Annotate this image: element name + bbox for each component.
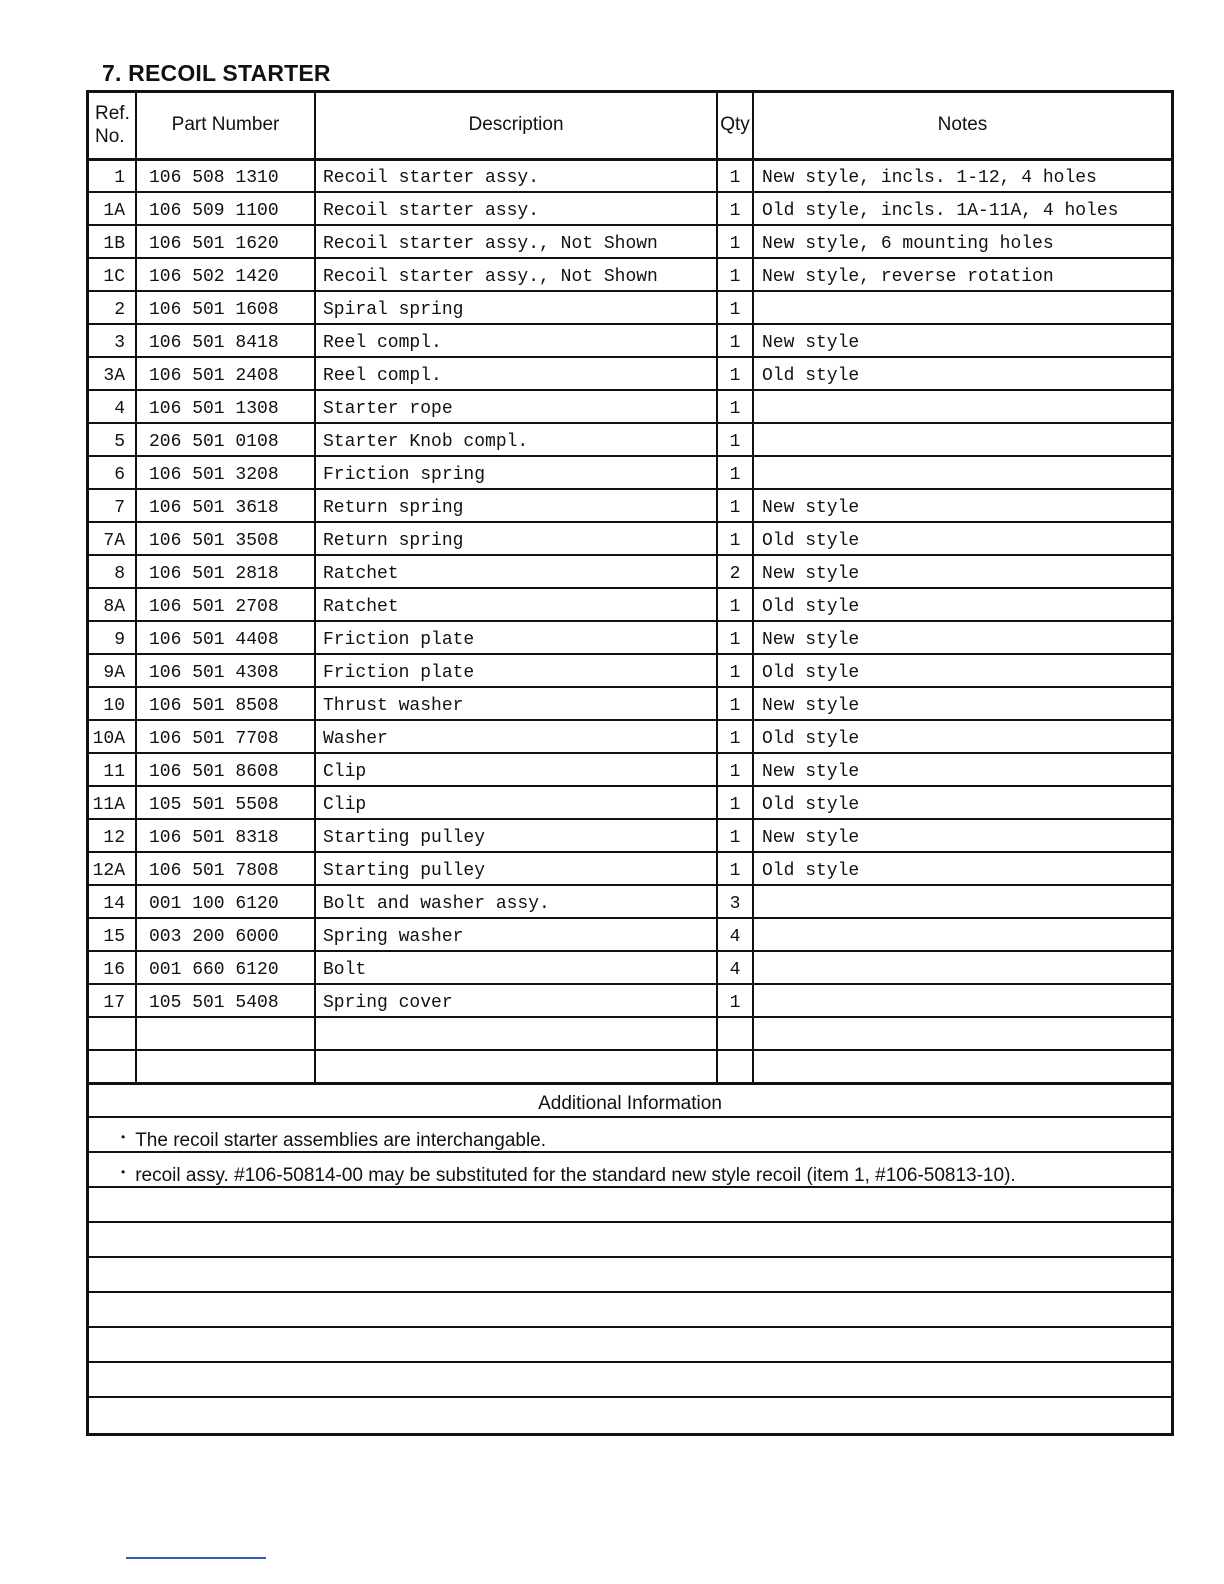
table-header-row — [89, 93, 1171, 159]
cell-qty: 4 — [717, 918, 753, 951]
cell-notes: Old style — [753, 852, 1171, 885]
table-row — [89, 720, 1171, 753]
cell-ref: 1A — [89, 192, 136, 225]
cell-part-number: 001 100 6120 — [136, 885, 315, 918]
cell-notes: Old style, incls. 1A-11A, 4 holes — [753, 192, 1171, 225]
parts-table — [89, 93, 1171, 1085]
cell-notes — [753, 918, 1171, 951]
cell-description: Friction plate — [315, 654, 717, 687]
cell-description: Clip — [315, 753, 717, 786]
cell-description: Ratchet — [315, 588, 717, 621]
cell-ref: 8 — [89, 555, 136, 588]
cell-notes: New style — [753, 819, 1171, 852]
cell-description: Washer — [315, 720, 717, 753]
table-row — [89, 951, 1171, 984]
cell-description: Return spring — [315, 522, 717, 555]
cell-qty — [717, 1017, 753, 1050]
cell-qty: 1 — [717, 720, 753, 753]
cell-notes: New style, 6 mounting holes — [753, 225, 1171, 258]
cell-notes — [753, 951, 1171, 984]
cell-notes — [753, 291, 1171, 324]
cell-part-number — [136, 1050, 315, 1083]
cell-qty: 1 — [717, 423, 753, 456]
additional-info-line — [89, 1223, 1171, 1258]
table-row — [89, 984, 1171, 1017]
table-row — [89, 225, 1171, 258]
cell-description: Friction spring — [315, 456, 717, 489]
header-notes: Notes — [753, 93, 1171, 159]
table-row — [89, 423, 1171, 456]
cell-notes: New style — [753, 621, 1171, 654]
cell-ref: 3 — [89, 324, 136, 357]
cell-description: Thrust washer — [315, 687, 717, 720]
table-row — [89, 159, 1171, 192]
cell-part-number: 106 501 3208 — [136, 456, 315, 489]
cell-part-number: 003 200 6000 — [136, 918, 315, 951]
cell-ref: 14 — [89, 885, 136, 918]
table-row — [89, 918, 1171, 951]
cell-part-number: 106 501 4408 — [136, 621, 315, 654]
cell-ref: 7 — [89, 489, 136, 522]
cell-part-number: 105 501 5408 — [136, 984, 315, 1017]
cell-ref: 2 — [89, 291, 136, 324]
additional-info-line — [89, 1398, 1171, 1433]
cell-part-number: 001 660 6120 — [136, 951, 315, 984]
cell-description: Spiral spring — [315, 291, 717, 324]
table-row — [89, 1017, 1171, 1050]
cell-ref: 10 — [89, 687, 136, 720]
footer-rule — [126, 1557, 266, 1559]
header-ref-line2: No. — [95, 126, 125, 148]
cell-description: Return spring — [315, 489, 717, 522]
cell-notes — [753, 1017, 1171, 1050]
additional-info-line — [89, 1118, 1171, 1153]
cell-description — [315, 1017, 717, 1050]
cell-qty: 1 — [717, 225, 753, 258]
cell-notes: Old style — [753, 654, 1171, 687]
additional-info-lines — [89, 1118, 1171, 1433]
additional-info-text: The recoil starter assemblies are interchangable. — [135, 1129, 547, 1151]
cell-description: Reel compl. — [315, 324, 717, 357]
additional-info-line — [89, 1293, 1171, 1328]
cell-qty — [717, 1050, 753, 1083]
cell-qty: 1 — [717, 489, 753, 522]
cell-notes: New style — [753, 753, 1171, 786]
cell-notes: New style — [753, 555, 1171, 588]
additional-info-line — [89, 1328, 1171, 1363]
cell-description: Recoil starter assy., Not Shown — [315, 258, 717, 291]
cell-qty: 1 — [717, 654, 753, 687]
cell-ref: 11A — [89, 786, 136, 819]
header-ref-line1: Ref. — [95, 103, 130, 125]
cell-qty: 1 — [717, 984, 753, 1017]
cell-description: Bolt — [315, 951, 717, 984]
table-row — [89, 456, 1171, 489]
cell-part-number: 106 501 3618 — [136, 489, 315, 522]
cell-part-number: 106 501 2708 — [136, 588, 315, 621]
table-row — [89, 489, 1171, 522]
cell-qty: 1 — [717, 192, 753, 225]
cell-ref: 9 — [89, 621, 136, 654]
section-title: 7. RECOIL STARTER — [102, 60, 331, 86]
cell-part-number: 106 501 7708 — [136, 720, 315, 753]
cell-ref: 1 — [89, 159, 136, 192]
cell-description: Recoil starter assy. — [315, 159, 717, 192]
cell-description: Spring washer — [315, 918, 717, 951]
cell-notes — [753, 423, 1171, 456]
cell-qty: 1 — [717, 753, 753, 786]
cell-notes: Old style — [753, 357, 1171, 390]
cell-ref: 11 — [89, 753, 136, 786]
table-row — [89, 357, 1171, 390]
cell-description: Recoil starter assy. — [315, 192, 717, 225]
cell-ref: 1B — [89, 225, 136, 258]
table-row — [89, 621, 1171, 654]
header-ref-no — [89, 93, 136, 159]
cell-part-number: 106 501 8508 — [136, 687, 315, 720]
cell-qty: 1 — [717, 621, 753, 654]
table-row — [89, 654, 1171, 687]
parts-sheet — [86, 90, 1174, 1436]
cell-part-number: 105 501 5508 — [136, 786, 315, 819]
cell-description: Friction plate — [315, 621, 717, 654]
cell-notes: Old style — [753, 720, 1171, 753]
table-row — [89, 852, 1171, 885]
cell-description: Starter rope — [315, 390, 717, 423]
cell-qty: 1 — [717, 324, 753, 357]
cell-description: Starter Knob compl. — [315, 423, 717, 456]
cell-description: Clip — [315, 786, 717, 819]
cell-qty: 1 — [717, 687, 753, 720]
cell-ref — [89, 1050, 136, 1083]
cell-qty: 1 — [717, 522, 753, 555]
cell-part-number: 106 501 2408 — [136, 357, 315, 390]
table-row — [89, 324, 1171, 357]
cell-notes: New style — [753, 324, 1171, 357]
table-row — [89, 819, 1171, 852]
table-row — [89, 291, 1171, 324]
cell-notes: New style, reverse rotation — [753, 258, 1171, 291]
table-row — [89, 522, 1171, 555]
additional-info-line — [89, 1258, 1171, 1293]
cell-qty: 1 — [717, 357, 753, 390]
cell-qty: 2 — [717, 555, 753, 588]
cell-part-number: 106 509 1100 — [136, 192, 315, 225]
cell-notes — [753, 456, 1171, 489]
additional-info-line — [89, 1153, 1171, 1188]
table-row — [89, 588, 1171, 621]
cell-ref: 8A — [89, 588, 136, 621]
cell-notes — [753, 390, 1171, 423]
cell-ref: 3A — [89, 357, 136, 390]
cell-description: Reel compl. — [315, 357, 717, 390]
cell-ref: 12A — [89, 852, 136, 885]
cell-qty: 1 — [717, 159, 753, 192]
cell-notes — [753, 984, 1171, 1017]
parts-table-body — [89, 159, 1171, 1083]
cell-notes: New style — [753, 489, 1171, 522]
table-row — [89, 885, 1171, 918]
table-row — [89, 258, 1171, 291]
cell-qty: 1 — [717, 819, 753, 852]
cell-qty: 1 — [717, 258, 753, 291]
additional-info-title: Additional Information — [89, 1085, 1171, 1118]
cell-part-number: 106 501 2818 — [136, 555, 315, 588]
cell-ref: 4 — [89, 390, 136, 423]
cell-qty: 1 — [717, 852, 753, 885]
cell-part-number: 106 501 1620 — [136, 225, 315, 258]
cell-part-number: 106 501 1308 — [136, 390, 315, 423]
table-row — [89, 687, 1171, 720]
cell-ref: 15 — [89, 918, 136, 951]
cell-description: Recoil starter assy., Not Shown — [315, 225, 717, 258]
cell-part-number: 106 501 8608 — [136, 753, 315, 786]
cell-part-number: 106 501 4308 — [136, 654, 315, 687]
cell-part-number: 106 502 1420 — [136, 258, 315, 291]
cell-qty: 1 — [717, 456, 753, 489]
header-part-number: Part Number — [136, 93, 315, 159]
cell-ref: 1C — [89, 258, 136, 291]
additional-info-text: recoil assy. #106-50814-00 may be substituted for the standard new style recoil (item 1, #106-50813-10). — [135, 1164, 1016, 1186]
table-row — [89, 786, 1171, 819]
cell-part-number: 206 501 0108 — [136, 423, 315, 456]
cell-ref — [89, 1017, 136, 1050]
cell-ref: 6 — [89, 456, 136, 489]
cell-description: Bolt and washer assy. — [315, 885, 717, 918]
cell-notes — [753, 885, 1171, 918]
cell-description: Starting pulley — [315, 819, 717, 852]
cell-qty: 1 — [717, 786, 753, 819]
cell-part-number: 106 501 1608 — [136, 291, 315, 324]
cell-notes: New style — [753, 687, 1171, 720]
table-row — [89, 390, 1171, 423]
cell-ref: 12 — [89, 819, 136, 852]
cell-part-number: 106 508 1310 — [136, 159, 315, 192]
cell-qty: 3 — [717, 885, 753, 918]
cell-ref: 16 — [89, 951, 136, 984]
cell-ref: 10A — [89, 720, 136, 753]
cell-notes: Old style — [753, 786, 1171, 819]
cell-notes: Old style — [753, 522, 1171, 555]
cell-ref: 7A — [89, 522, 136, 555]
cell-description: Starting pulley — [315, 852, 717, 885]
cell-qty: 4 — [717, 951, 753, 984]
header-description: Description — [315, 93, 717, 159]
cell-description: Ratchet — [315, 555, 717, 588]
table-row — [89, 555, 1171, 588]
additional-info-line — [89, 1363, 1171, 1398]
cell-notes: New style, incls. 1-12, 4 holes — [753, 159, 1171, 192]
cell-part-number: 106 501 7808 — [136, 852, 315, 885]
bullet-icon: • — [121, 1129, 126, 1144]
cell-qty: 1 — [717, 390, 753, 423]
table-row — [89, 1050, 1171, 1083]
table-row — [89, 192, 1171, 225]
cell-notes: Old style — [753, 588, 1171, 621]
cell-description: Spring cover — [315, 984, 717, 1017]
cell-ref: 9A — [89, 654, 136, 687]
table-row — [89, 753, 1171, 786]
cell-ref: 17 — [89, 984, 136, 1017]
header-qty: Qty — [717, 93, 753, 159]
cell-part-number — [136, 1017, 315, 1050]
cell-qty: 1 — [717, 291, 753, 324]
cell-part-number: 106 501 8318 — [136, 819, 315, 852]
cell-description — [315, 1050, 717, 1083]
cell-part-number: 106 501 3508 — [136, 522, 315, 555]
cell-qty: 1 — [717, 588, 753, 621]
cell-notes — [753, 1050, 1171, 1083]
bullet-icon: • — [121, 1164, 126, 1179]
cell-part-number: 106 501 8418 — [136, 324, 315, 357]
cell-ref: 5 — [89, 423, 136, 456]
additional-info-line — [89, 1188, 1171, 1223]
